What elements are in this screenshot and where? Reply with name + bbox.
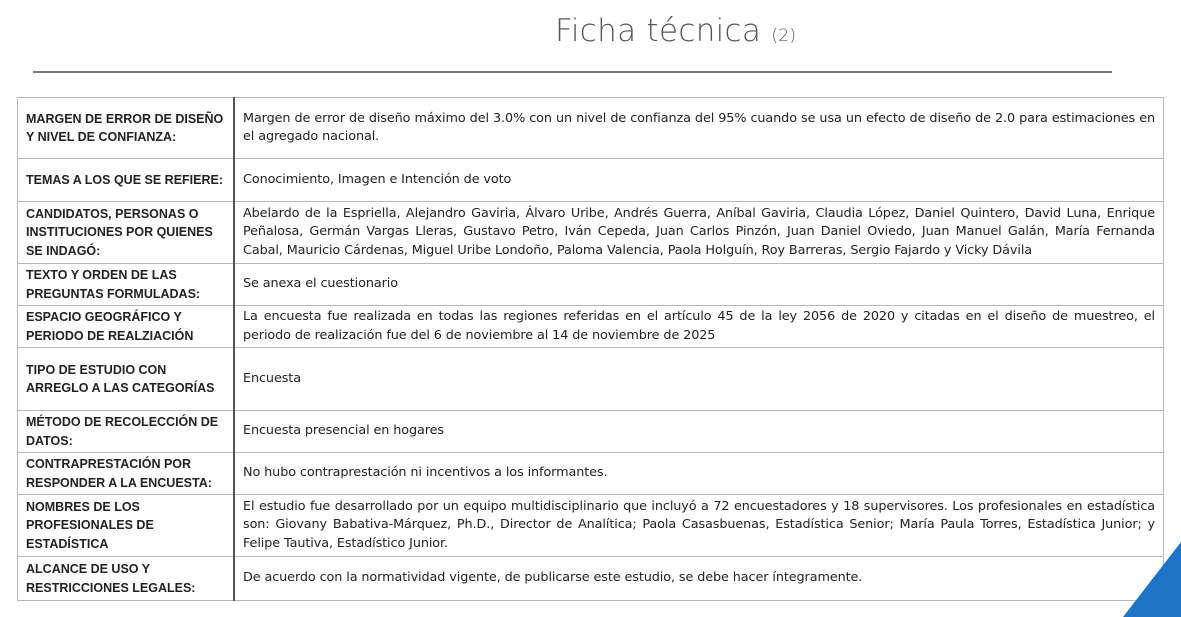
row-value: La encuesta fue realizada en todas las regiones referidas en el artículo 45 de la ley 2056 de 2020 y citadas en el diseño de muestreo, el periodo de realización fue del 6 de noviembre al 14 de noviembre de 2025 (234, 306, 1164, 348)
row-value: Encuesta presencial en hogares (234, 411, 1164, 453)
row-label: ESPACIO GEOGRÁFICO Y PERIODO DE REALZIACIÓN (18, 306, 235, 348)
table-row (18, 159, 1164, 202)
technical-sheet-table (17, 97, 1164, 601)
table-row (18, 453, 1164, 495)
table-row (18, 557, 1164, 601)
row-label: ALCANCE DE USO Y RESTRICCIONES LEGALES: (18, 557, 235, 601)
table-row (18, 306, 1164, 348)
row-label: TEXTO Y ORDEN DE LAS PREGUNTAS FORMULADAS: (18, 264, 235, 306)
row-value: Conocimiento, Imagen e Intención de voto (234, 159, 1164, 202)
row-value: Se anexa el cuestionario (234, 264, 1164, 306)
row-label: NOMBRES DE LOS PROFESIONALES DE ESTADÍSTICA (18, 495, 235, 557)
table-row (18, 202, 1164, 264)
row-value: No hubo contraprestación ni incentivos a los informantes. (234, 453, 1164, 495)
row-label: MARGEN DE ERROR DE DISEÑO Y NIVEL DE CONFIANZA: (18, 98, 235, 159)
table-row (18, 495, 1164, 557)
page-title-number: (2) (771, 26, 797, 46)
row-value: De acuerdo con la normatividad vigente, de publicarse este estudio, se debe hacer íntegramente. (234, 557, 1164, 601)
row-label: TEMAS A LOS QUE SE REFIERE: (18, 159, 235, 202)
row-label: CANDIDATOS, PERSONAS O INSTITUCIONES POR QUIENES SE INDAGÓ: (18, 202, 235, 264)
page-title-text: Ficha técnica (555, 13, 762, 49)
corner-accent-triangle (1123, 542, 1181, 617)
row-value: Encuesta (234, 348, 1164, 411)
table-row (18, 98, 1164, 159)
table-row (18, 348, 1164, 411)
table-row (18, 264, 1164, 306)
page-title (555, 13, 796, 49)
row-label: TIPO DE ESTUDIO CON ARREGLO A LAS CATEGORÍAS (18, 348, 235, 411)
row-label: CONTRAPRESTACIÓN POR RESPONDER A LA ENCUESTA: (18, 453, 235, 495)
row-value: Abelardo de la Espriella, Alejandro Gaviria, Álvaro Uribe, Andrés Guerra, Aníbal Gaviria, Claudia López, Daniel Quintero, David Luna, Enrique Peñalosa, Germán Vargas Lleras, Gustavo Petro, Iván Cepeda, Juan Carlos Pinzón, Juan Daniel Oviedo, Juan Manuel Galán, María Fernanda Cabal, Mauricio Cárdenas, Miguel Uribe Londoño, Paloma Valencia, Paola Holguín, Roy Barreras, Sergio Fajardo y Vicky Dávila (234, 202, 1164, 264)
row-value: Margen de error de diseño máximo del 3.0% con un nivel de confianza del 95% cuando se usa un efecto de diseño de 2.0 para estimaciones en el agregado nacional. (234, 98, 1164, 159)
table-row (18, 411, 1164, 453)
row-value: El estudio fue desarrollado por un equipo multidisciplinario que incluyó a 72 encuestadores y 18 supervisores. Los profesionales en estadística son: Giovany Babativa-Márquez, Ph.D., Director de Analítica; Paola Casasbuenas, Estadística Senior; María Paula Torres, Estadística Junior; y Felipe Tautiva, Estadístico Junior. (234, 495, 1164, 557)
header-divider (33, 71, 1112, 73)
row-label: MÉTODO DE RECOLECCIÓN DE DATOS: (18, 411, 235, 453)
